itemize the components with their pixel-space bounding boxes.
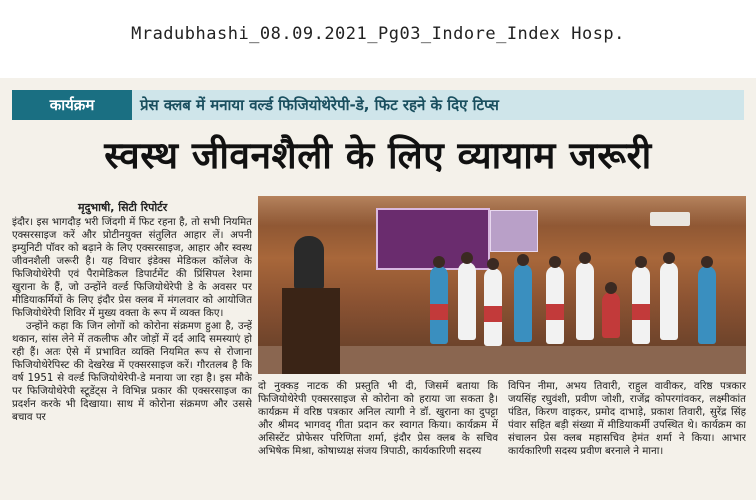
photo-student — [546, 266, 564, 344]
photo-poster — [490, 210, 538, 252]
article-kicker: प्रेस क्लब में मनाया वर्ल्ड फिजियोथेरेपी-डे, फिट रहने के दिए टिप्स — [140, 96, 499, 114]
column-3-paragraph: विपिन नीमा, अभय तिवारी, राहुल वावीकर, वरिष्ठ पत्रकार जयसिंह रघुवंशी, प्रवीण जोशी, राजेंद्र कोपरगांवकर, लक्ष्मीकांत पंडित, किरण वाइकर, प्रमोद दाभाड़े, प्रकाश तिवारी, सुरेंद्र सिंह पंवार सहित बड़ी संख्या में मीडियाकर्मी उपस्थित थे। कार्यक्रम का संचालन प्रेस क्लब महासचिव हेमंत शर्मा ने किया। आभार कार्यकारिणी सदस्य प्रवीण बरनाले ने माना। — [508, 381, 746, 457]
column-1-paragraph-2: उन्होंने कहा कि जिन लोगों को कोरोना संक्रमण हुआ है, उन्हें थकान, सांस लेने में तकलीफ और जोड़ों में दर्द आदि समस्याएं हो रही हैं। अतः ऐसे में प्रभावित व्यक्ति नियमित रूप से रोजाना फिजियोथेरेपिस्ट की देखरेख में एक्सरसाइज करें। गौरतलब है कि वर्ष 1951 से वर्ल्ड फिजियोथेरेपी-डे मनाया जा रहा है। इस मौके पर फिजियोथेरेपी स्टूडेंट्स ने विभिन्न प्रकार की एक्सरसाइज का प्रदर्शन करके भी दिखाया। साथ में कोरोना संक्रमण और उससे बचाव पर — [12, 321, 252, 423]
photo-air-conditioner — [650, 212, 690, 226]
photo-student — [576, 262, 594, 340]
photo-student — [458, 262, 476, 340]
article-column-2 — [258, 380, 498, 498]
file-label: Mradubhashi_08.09.2021_Pg03_Indore_Index Hosp. — [131, 24, 625, 44]
column-2-paragraph: दो नुक्कड़ नाटक की प्रस्तुति भी दी, जिसमें बताया कि फिजियोथेरेपी एक्सरसाइज से कोरोना को हराया जा सकता है। कार्यक्रम में वरिष्ठ पत्रकार अनिल त्यागी ने डॉ. खुराना का दुपट्टा और श्रीमद भागवद् गीता प्रदान कर स्वागत किया। कार्यक्रम में असिस्टेंट प्रोफेसर परिणिता शर्मा, इंदौर प्रेस क्लब के सचिव अभिषेक मिश्रा, कोषाध्यक्ष संजय त्रिपाठी, कार्यकारिणी सदस्य — [258, 381, 498, 457]
photo-student — [698, 266, 716, 344]
photo-student — [484, 268, 502, 346]
article-byline: मृदुभाषी, सिटी रिपोर्टर — [78, 201, 168, 214]
article-column-1 — [12, 216, 252, 496]
photo-speaker — [294, 236, 324, 290]
event-photo — [258, 196, 746, 374]
column-1-paragraph-1: इंदौर। इस भागदौड़ भरी जिंदगी में फिट रहना है, तो सभी नियमित एक्सरसाइज करें और प्रोटीनयुक्त संतुलित आहार लें। अपनी इम्युनिटी पॉवर को बढ़ाने के लिए एक्सरसाइज, आहार और स्वस्थ जीवनशैली जरूरी है। यह विचार इंडेक्स मेडिकल कॉलेज के फिजियोथेरेपी एवं पैरामेडिकल डिपार्टमेंट की प्रिंसिपल रेशमा खुराना के हैं, जो उन्होंने वर्ल्ड फिजियोथेरेपी डे के अवसर पर मीडियाकर्मियों के लिए इंदौर प्रेस क्लब में मंगलवार को आयोजित फिजियोथेरेपी शिविर में मुख्य वक्ता के रूप में व्यक्त किए। — [12, 217, 252, 319]
article-headline: स्वस्थ जीवनशैली के लिए व्यायाम जरूरी — [104, 134, 652, 177]
photo-podium — [282, 288, 340, 374]
photo-student — [660, 262, 678, 340]
file-header — [0, 0, 756, 72]
article-column-3 — [508, 380, 746, 498]
photo-student — [632, 266, 650, 344]
photo-student — [602, 292, 620, 338]
photo-student — [430, 266, 448, 344]
section-tag: कार्यक्रम — [12, 90, 132, 120]
photo-student — [514, 264, 532, 342]
